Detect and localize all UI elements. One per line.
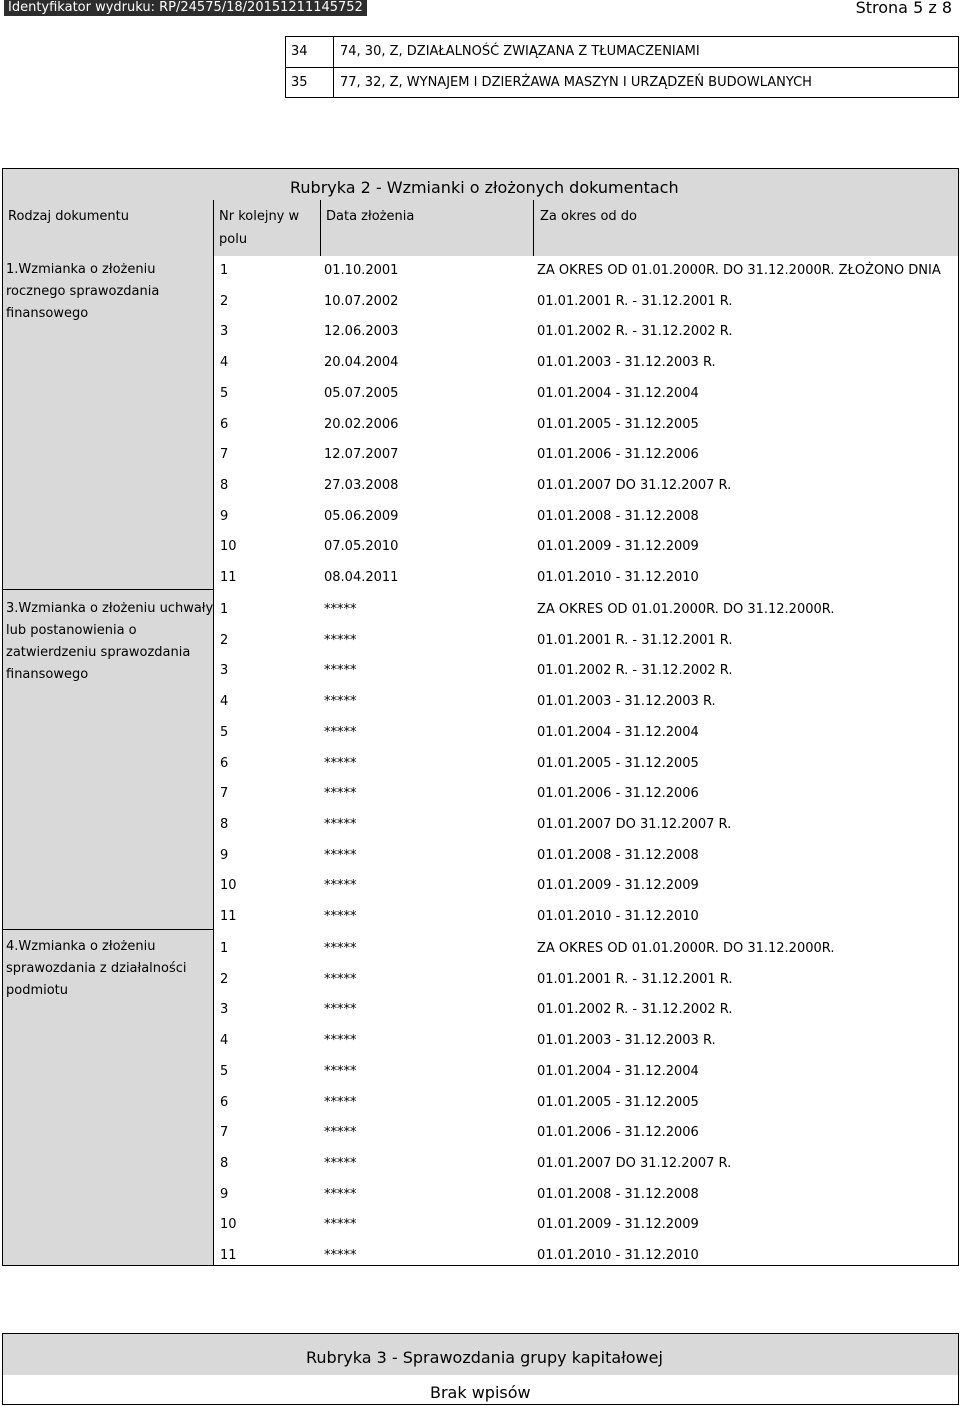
row-period: 01.01.2008 - 31.12.2008 bbox=[537, 1187, 699, 1202]
divider bbox=[285, 67, 959, 68]
row-date: ***** bbox=[324, 725, 357, 740]
row-period: 01.01.2001 R. - 31.12.2001 R. bbox=[537, 294, 733, 309]
row-period: 01.01.2005 - 31.12.2005 bbox=[537, 756, 699, 771]
divider bbox=[213, 200, 214, 1265]
row-period: 01.01.2010 - 31.12.2010 bbox=[537, 909, 699, 924]
row-period: 01.01.2004 - 31.12.2004 bbox=[537, 1064, 699, 1079]
rubryka2-title: Rubryka 2 - Wzmianki o złożonych dokumentach bbox=[290, 178, 679, 197]
row-period: ZA OKRES OD 01.01.2000R. DO 31.12.2000R. ZŁOŻONO DNIA bbox=[537, 263, 941, 278]
row-number: 2 bbox=[220, 633, 229, 648]
group-label-line: lub postanowienia o bbox=[6, 623, 137, 638]
row-date: 20.02.2006 bbox=[324, 417, 399, 432]
row-date: ***** bbox=[324, 1064, 357, 1079]
row-number: 10 bbox=[220, 878, 237, 893]
group-label-line: 4.Wzmianka o złożeniu bbox=[6, 939, 156, 954]
divider bbox=[333, 36, 334, 98]
page-number: Strona 5 z 8 bbox=[855, 0, 952, 17]
row-period: 01.01.2007 DO 31.12.2007 R. bbox=[537, 478, 732, 493]
row-period: 01.01.2003 - 31.12.2003 R. bbox=[537, 694, 716, 709]
row-number: 11 bbox=[220, 1248, 237, 1263]
row-date: ***** bbox=[324, 786, 357, 801]
row-date: ***** bbox=[324, 663, 357, 678]
row-date: ***** bbox=[324, 1125, 357, 1140]
row-period: 01.01.2009 - 31.12.2009 bbox=[537, 539, 699, 554]
row-period: 01.01.2007 DO 31.12.2007 R. bbox=[537, 1156, 732, 1171]
row-period: 01.01.2008 - 31.12.2008 bbox=[537, 848, 699, 863]
row-date: ***** bbox=[324, 633, 357, 648]
row-date: 05.07.2005 bbox=[324, 386, 399, 401]
group-label-line: 1.Wzmianka o złożeniu bbox=[6, 262, 156, 277]
row-period: 01.01.2003 - 31.12.2003 R. bbox=[537, 355, 716, 370]
divider bbox=[320, 200, 321, 256]
row-date: ***** bbox=[324, 1187, 357, 1202]
row-number: 4 bbox=[220, 1033, 229, 1048]
row-period: 01.01.2004 - 31.12.2004 bbox=[537, 725, 699, 740]
row-number: 7 bbox=[220, 1125, 229, 1140]
row-date: ***** bbox=[324, 1095, 357, 1110]
row-period: 01.01.2007 DO 31.12.2007 R. bbox=[537, 817, 732, 832]
group-label-line: zatwierdzeniu sprawozdania bbox=[6, 645, 191, 660]
col-header-data: Data złożenia bbox=[326, 209, 415, 224]
print-identifier: Identyfikator wydruku: RP/24575/18/20151211145752 bbox=[4, 0, 367, 16]
row-period: 01.01.2001 R. - 31.12.2001 R. bbox=[537, 972, 733, 987]
row-period: 01.01.2002 R. - 31.12.2002 R. bbox=[537, 324, 733, 339]
row-number: 1 bbox=[220, 263, 229, 278]
row-number: 7 bbox=[220, 447, 229, 462]
group-label-line: podmiotu bbox=[6, 983, 69, 998]
row-date: ***** bbox=[324, 848, 357, 863]
row-date: ***** bbox=[324, 878, 357, 893]
row-number: 4 bbox=[220, 355, 229, 370]
row-date: ***** bbox=[324, 1248, 357, 1263]
rodzaj-column-bg bbox=[3, 256, 214, 1265]
row-period: 01.01.2006 - 31.12.2006 bbox=[537, 786, 699, 801]
row-number: 6 bbox=[220, 756, 229, 771]
row-period: 01.01.2002 R. - 31.12.2002 R. bbox=[537, 663, 733, 678]
row-date: ***** bbox=[324, 1033, 357, 1048]
group-label-line: 3.Wzmianka o złożeniu uchwały bbox=[6, 601, 214, 616]
group-label-line: sprawozdania z działalności bbox=[6, 961, 187, 976]
row-number: 9 bbox=[220, 509, 229, 524]
row-number: 3 bbox=[220, 324, 229, 339]
row-number: 10 bbox=[220, 1217, 237, 1232]
row-period: 01.01.2002 R. - 31.12.2002 R. bbox=[537, 1002, 733, 1017]
rubryka3-title: Rubryka 3 - Sprawozdania grupy kapitałowej bbox=[306, 1348, 663, 1367]
row-date: ***** bbox=[324, 941, 357, 956]
pkd-row-text: 77, 32, Z, WYNAJEM I DZIERŻAWA MASZYN I URZĄDZEŃ BUDOWLANYCH bbox=[340, 75, 812, 90]
row-number: 6 bbox=[220, 417, 229, 432]
row-number: 9 bbox=[220, 1187, 229, 1202]
row-date: ***** bbox=[324, 909, 357, 924]
row-number: 2 bbox=[220, 972, 229, 987]
row-number: 4 bbox=[220, 694, 229, 709]
row-date: 27.03.2008 bbox=[324, 478, 399, 493]
row-number: 8 bbox=[220, 1156, 229, 1171]
row-number: 11 bbox=[220, 570, 237, 585]
row-period: 01.01.2003 - 31.12.2003 R. bbox=[537, 1033, 716, 1048]
row-date: ***** bbox=[324, 602, 357, 617]
row-date: ***** bbox=[324, 1002, 357, 1017]
row-number: 10 bbox=[220, 539, 237, 554]
row-date: ***** bbox=[324, 972, 357, 987]
row-period: 01.01.2004 - 31.12.2004 bbox=[537, 386, 699, 401]
row-date: 12.06.2003 bbox=[324, 324, 399, 339]
divider bbox=[3, 589, 214, 590]
col-header-okres: Za okres od do bbox=[540, 209, 637, 224]
row-date: ***** bbox=[324, 1156, 357, 1171]
row-date: 08.04.2011 bbox=[324, 570, 399, 585]
row-number: 11 bbox=[220, 909, 237, 924]
pkd-row-number: 35 bbox=[291, 75, 308, 90]
pkd-row-number: 34 bbox=[291, 44, 308, 59]
row-period: 01.01.2010 - 31.12.2010 bbox=[537, 570, 699, 585]
row-number: 1 bbox=[220, 941, 229, 956]
row-number: 3 bbox=[220, 1002, 229, 1017]
row-number: 8 bbox=[220, 817, 229, 832]
row-number: 2 bbox=[220, 294, 229, 309]
pkd-row-text: 74, 30, Z, DZIAŁALNOŚĆ ZWIĄZANA Z TŁUMACZENIAMI bbox=[340, 44, 700, 59]
row-date: ***** bbox=[324, 694, 357, 709]
row-date: 07.05.2010 bbox=[324, 539, 399, 554]
row-period: 01.01.2005 - 31.12.2005 bbox=[537, 1095, 699, 1110]
print-header bbox=[0, 0, 960, 16]
row-date: 12.07.2007 bbox=[324, 447, 399, 462]
row-number: 6 bbox=[220, 1095, 229, 1110]
row-period: 01.01.2006 - 31.12.2006 bbox=[537, 447, 699, 462]
rubryka3-empty: Brak wpisów bbox=[430, 1383, 531, 1402]
row-period: 01.01.2005 - 31.12.2005 bbox=[537, 417, 699, 432]
row-date: 05.06.2009 bbox=[324, 509, 399, 524]
divider bbox=[533, 200, 534, 256]
row-period: 01.01.2009 - 31.12.2009 bbox=[537, 878, 699, 893]
row-period: 01.01.2006 - 31.12.2006 bbox=[537, 1125, 699, 1140]
row-date: 20.04.2004 bbox=[324, 355, 399, 370]
col-header-rodzaj: Rodzaj dokumentu bbox=[8, 209, 129, 224]
row-number: 5 bbox=[220, 1064, 229, 1079]
row-date: 01.10.2001 bbox=[324, 263, 399, 278]
group-label-line: finansowego bbox=[6, 667, 89, 682]
row-period: ZA OKRES OD 01.01.2000R. DO 31.12.2000R. bbox=[537, 602, 835, 617]
group-label-line: finansowego bbox=[6, 306, 89, 321]
row-number: 3 bbox=[220, 663, 229, 678]
row-period: 01.01.2009 - 31.12.2009 bbox=[537, 1217, 699, 1232]
row-number: 5 bbox=[220, 725, 229, 740]
row-number: 1 bbox=[220, 602, 229, 617]
row-date: ***** bbox=[324, 756, 357, 771]
col-header-nr-2: polu bbox=[219, 232, 248, 247]
row-number: 5 bbox=[220, 386, 229, 401]
row-period: ZA OKRES OD 01.01.2000R. DO 31.12.2000R. bbox=[537, 941, 835, 956]
row-number: 7 bbox=[220, 786, 229, 801]
row-number: 8 bbox=[220, 478, 229, 493]
row-date: 10.07.2002 bbox=[324, 294, 399, 309]
row-period: 01.01.2001 R. - 31.12.2001 R. bbox=[537, 633, 733, 648]
row-number: 9 bbox=[220, 848, 229, 863]
row-period: 01.01.2010 - 31.12.2010 bbox=[537, 1248, 699, 1263]
row-date: ***** bbox=[324, 1217, 357, 1232]
col-header-nr: Nr kolejny w bbox=[219, 209, 300, 224]
row-period: 01.01.2008 - 31.12.2008 bbox=[537, 509, 699, 524]
row-date: ***** bbox=[324, 817, 357, 832]
group-label-line: rocznego sprawozdania bbox=[6, 284, 160, 299]
divider bbox=[3, 929, 214, 930]
